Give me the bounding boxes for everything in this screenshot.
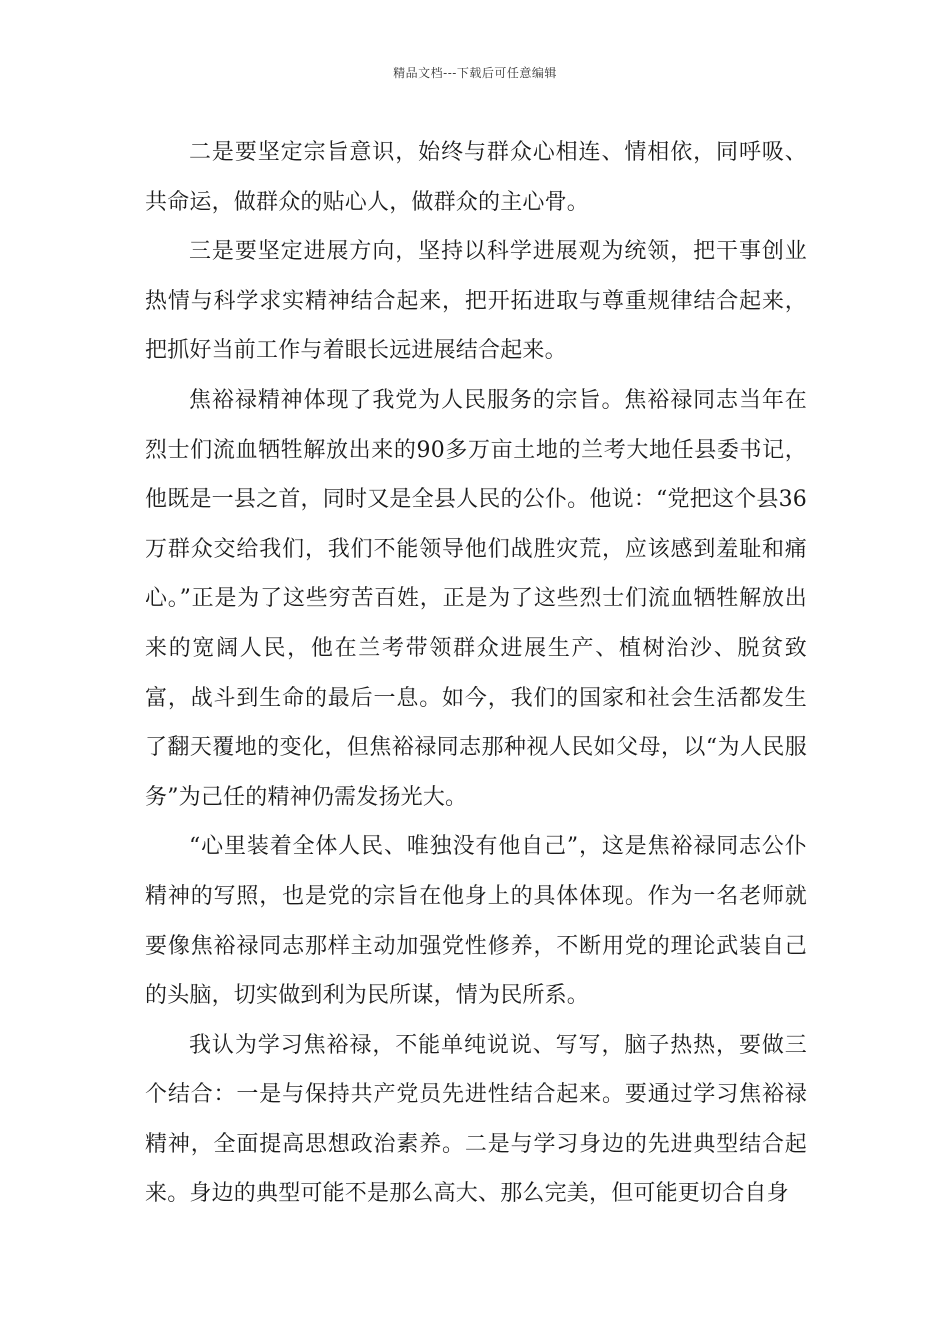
document-body [145,128,807,1219]
paragraph-2: 三是要坚定进展方向，坚持以科学进展观为统领，把干事创业热情与科学求实精神结合起来，把开拓进取与尊重规律结合起来，把抓好当前工作与着眼长远进展结合起来。 [145,239,807,364]
page-header: 精品文档---下载后可任意编辑 [393,66,557,80]
paragraph-5: 我认为学习焦裕禄，不能单纯说说、写写，脑子热热，要做三个结合：一是与保持共产党员先进性结合起来。要通过学习焦裕禄精神，全面提高思想政治素养。二是与学习身边的先进典型结合起来。身边的典型可能不是那么高大、那么完美，但可能更切合自身 [145,1032,807,1207]
paragraph-1: 二是要坚定宗旨意识，始终与群众心相连、情相依，同呼吸、共命运，做群众的贴心人，做群众的主心骨。 [145,140,807,215]
paragraph-3: 焦裕禄精神体现了我党为人民服务的宗旨。焦裕禄同志当年在烈士们流血牺牲解放出来的90多万亩土地的兰考大地任县委书记，他既是一县之首，同时又是全县人民的公仆。他说：“党把这个县36万群众交给我们，我们不能领导他们战胜灾荒，应该感到羞耻和痛心。”正是为了这些穷苦百姓，正是为了这些烈士们流血牺牲解放出来的宽阔人民，他在兰考带领群众进展生产、植树治沙、脱贫致富，战斗到生命的最后一息。如今，我们的国家和社会生活都发生了翻天覆地的变化，但焦裕禄同志那种视人民如父母，以“为人民服务”为己任的精神仍需发扬光大。 [145,387,807,810]
paragraph-4: “心里装着全体人民、唯独没有他自己”，这是焦裕禄同志公仆精神的写照，也是党的宗旨在他身上的具体体现。作为一名老师就要像焦裕禄同志那样主动加强党性修养，不断用党的理论武装自己的头脑，切实做到利为民所谋，情为民所系。 [145,834,807,1009]
